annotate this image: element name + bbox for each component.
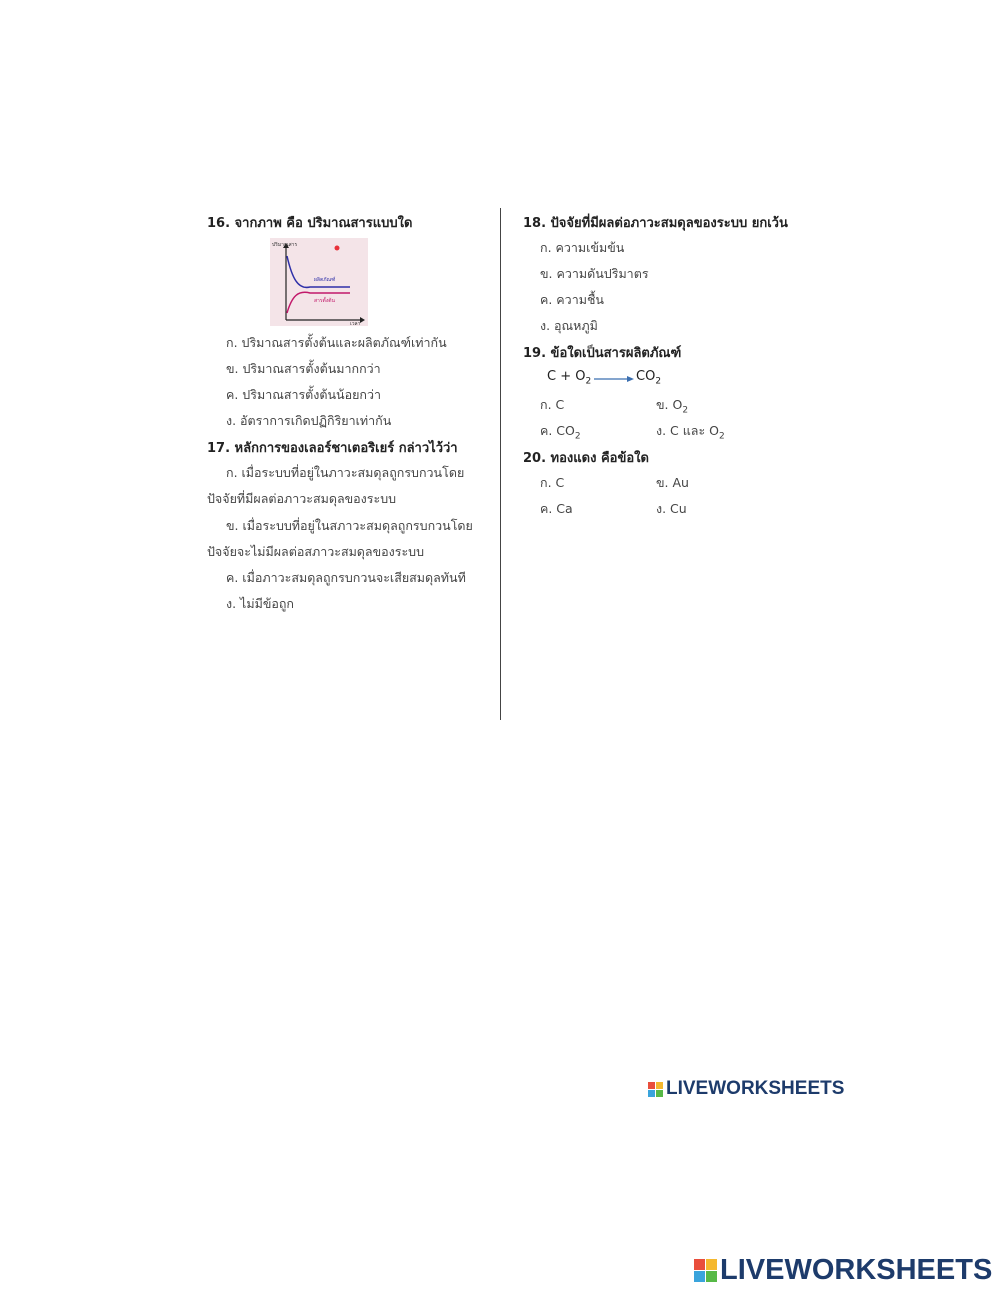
- reaction-arrow-icon: [594, 373, 634, 385]
- q18-option-d[interactable]: ง. อุณหภูมิ: [540, 318, 598, 333]
- liveworksheets-logo-small: [648, 1078, 844, 1100]
- q16-graph: [270, 238, 368, 326]
- logo-squares-icon: [648, 1082, 663, 1097]
- q16-graph-svg: [270, 238, 368, 326]
- q17-option-a-line2[interactable]: ปัจจัยที่มีผลต่อภาวะสมดุลของระบบ: [207, 491, 397, 506]
- q17-option-a-line1[interactable]: ก. เมื่อระบบที่อยู่ในภาวะสมดุลถูกรบกวนโดย: [226, 465, 465, 480]
- q17-option-d[interactable]: ง. ไม่มีข้อถูก: [226, 596, 295, 611]
- q17-option-b-line1[interactable]: ข. เมื่อระบบที่อยู่ในสภาวะสมดุลถูกรบกวนโดย: [226, 518, 473, 533]
- q20-option-c[interactable]: ค. Ca: [540, 501, 573, 516]
- q18-option-a[interactable]: ก. ความเข้มข้น: [540, 240, 625, 255]
- q16-option-d[interactable]: ง. อัตราการเกิดปฏิกิริยาเท่ากัน: [226, 413, 392, 428]
- q16-question: 16. จากภาพ คือ ปริมาณสารแบบใด: [207, 216, 413, 231]
- q19-question: 19. ข้อใดเป็นสารผลิตภัณฑ์: [523, 346, 682, 361]
- q20-question: 20. ทองแดง คือข้อใด: [523, 451, 649, 466]
- q17-option-b-line2[interactable]: ปัจจัยจะไม่มีผลต่อสภาวะสมดุลของระบบ: [207, 544, 425, 559]
- q18-option-c[interactable]: ค. ความชื้น: [540, 292, 604, 307]
- q19-option-d[interactable]: ง. C และ $O_2$: [656, 423, 725, 442]
- q19-option-a[interactable]: ก. C: [540, 397, 565, 412]
- logo-text: LIVEWORKSHEETS: [666, 1078, 845, 1099]
- graph-x-label: เวลา: [350, 321, 361, 326]
- q19-reaction-left: $C + O_2$: [547, 369, 592, 387]
- graph-x-arrow: [360, 317, 365, 323]
- q16-option-a[interactable]: ก. ปริมาณสารตั้งต้นและผลิตภัณฑ์เท่ากัน: [226, 335, 447, 350]
- q16-option-b[interactable]: ข. ปริมาณสารตั้งต้นมากกว่า: [226, 361, 381, 376]
- q19-option-c[interactable]: ค. $CO_2$: [540, 423, 581, 442]
- q17-question: 17. หลักการของเลอร์ชาเตอริเยร์ กล่าวไว้ว่า: [207, 441, 458, 456]
- q16-option-c[interactable]: ค. ปริมาณสารตั้งต้นน้อยกว่า: [226, 387, 382, 402]
- graph-reactant-label: สารตั้งต้น: [314, 298, 335, 304]
- graph-marker: [335, 246, 340, 251]
- graph-y-label: ปริมาณสาร: [272, 242, 298, 248]
- q20-option-a[interactable]: ก. C: [540, 475, 565, 490]
- logo-text: LIVEWORKSHEETS: [720, 1254, 993, 1286]
- q17-option-c[interactable]: ค. เมื่อภาวะสมดุลถูกรบกวนจะเสียสมดุลทันที: [226, 570, 466, 585]
- q20-option-b[interactable]: ข. Au: [656, 475, 689, 490]
- q18-question: 18. ปัจจัยที่มีผลต่อภาวะสมดุลของระบบ ยกเว้น: [523, 216, 788, 231]
- q19-reaction-right: $CO_2$: [636, 369, 662, 387]
- column-divider: [500, 208, 501, 720]
- q19-option-b[interactable]: ข. $O_2$: [656, 397, 689, 416]
- liveworksheets-logo-large[interactable]: [694, 1254, 992, 1287]
- graph-product-label: ผลิตภัณฑ์: [314, 277, 336, 283]
- q18-option-b[interactable]: ข. ความดันปริมาตร: [540, 266, 649, 281]
- q20-option-d[interactable]: ง. Cu: [656, 501, 687, 516]
- logo-squares-icon: [694, 1259, 717, 1282]
